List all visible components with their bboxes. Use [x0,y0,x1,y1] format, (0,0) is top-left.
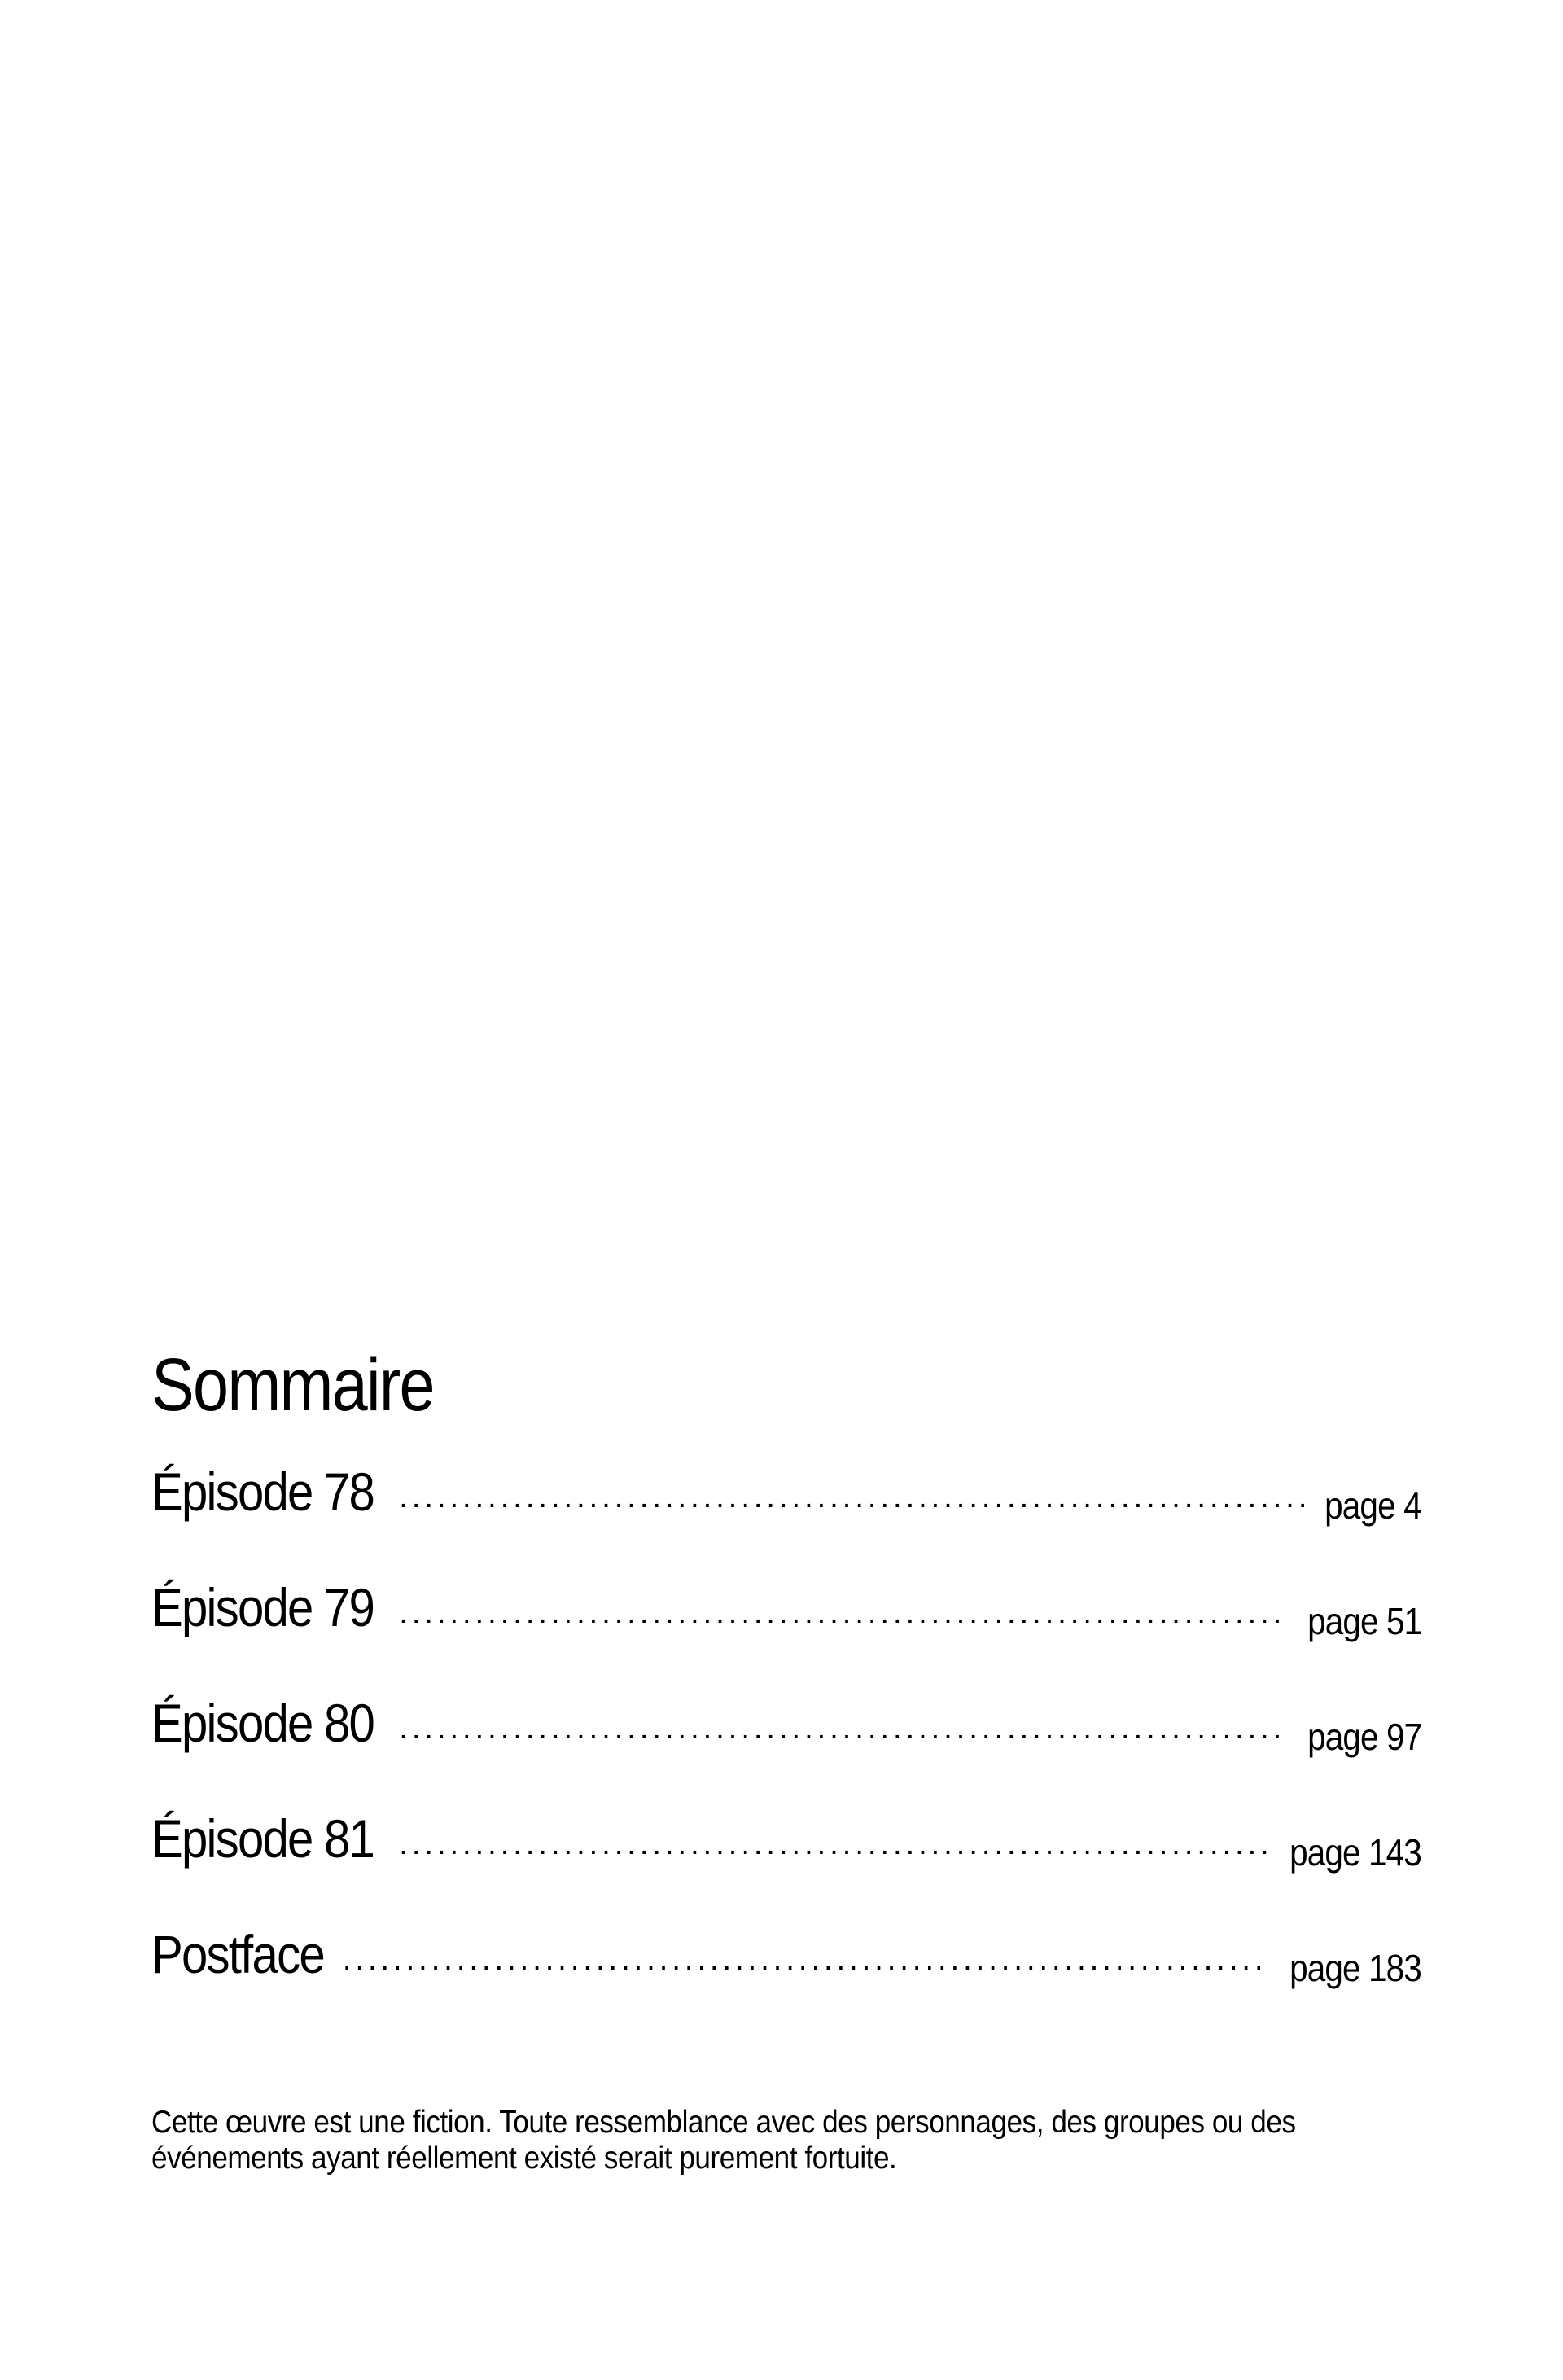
dot-leader [399,1713,1286,1744]
toc-title: Sommaire [151,1343,434,1427]
table-of-contents [151,1343,1421,2043]
toc-entry-page: page 183 [1289,1947,1421,1989]
fiction-disclaimer [151,2105,1421,2176]
toc-entry-page: page 143 [1289,1831,1421,1874]
toc-entry-label: Épisode 80 [151,1693,374,1753]
disclaimer-line-2: événements ayant réellement existé serait purement fortuite. [151,2141,897,2176]
disclaimer-line-1: Cette œuvre est une fiction. Toute ressemblance avec des personnages, des groupes ou des [151,2105,1296,2140]
toc-entry-episode-78 [151,1462,1421,1580]
toc-entry-label: Épisode 81 [151,1808,374,1869]
dot-leader [343,1944,1267,1975]
toc-entry-label: Épisode 79 [151,1577,374,1637]
dot-leader [399,1598,1286,1628]
dot-leader [399,1829,1267,1860]
dot-leader [399,1482,1307,1513]
toc-list [151,1462,1421,2043]
toc-entry-episode-79 [151,1577,1421,1696]
toc-entry-postface [151,1924,1421,2043]
toc-entry-episode-80 [151,1693,1421,1812]
toc-entry-page: page 97 [1307,1716,1421,1758]
toc-entry-page: page 51 [1307,1600,1421,1642]
toc-entry-episode-81 [151,1808,1421,1927]
toc-entry-label: Épisode 78 [151,1462,374,1522]
toc-entry-label: Postface [151,1924,324,1984]
toc-entry-page: page 4 [1324,1484,1421,1527]
